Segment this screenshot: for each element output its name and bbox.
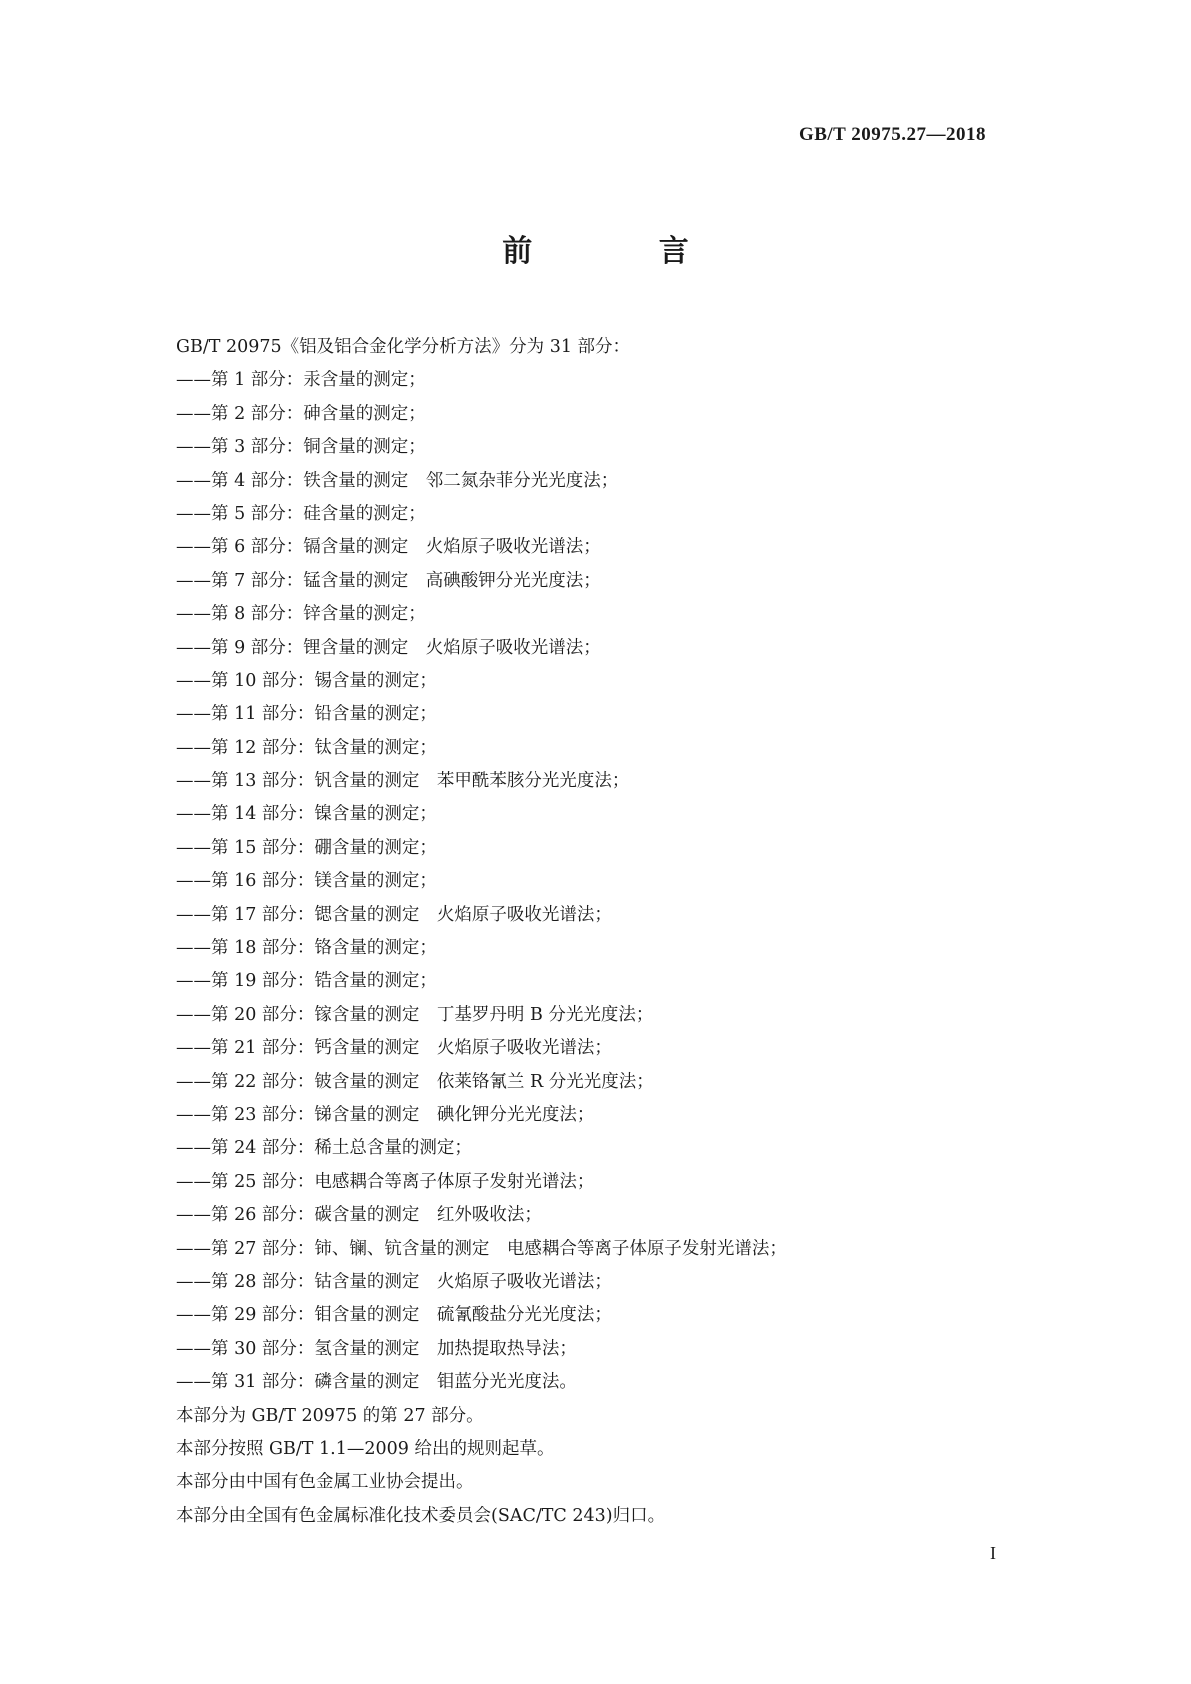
part-list-item: ——第 19 部分：锆含量的测定；	[176, 971, 437, 992]
part-list-item: ——第 20 部分：镓含量的测定 丁基罗丹明 B 分光光度法；	[176, 1004, 654, 1025]
part-list-item: ——第 27 部分：铈、镧、钪含量的测定 电感耦合等离子体原子发射光谱法；	[176, 1238, 787, 1259]
parts-list	[176, 364, 1016, 1399]
part-list-item: ——第 18 部分：铬含量的测定；	[176, 938, 437, 959]
foreword-body	[176, 331, 1016, 1533]
statement-paragraph: 本部分由全国有色金属标准化技术委员会(SAC/TC 243)归口。	[176, 1505, 666, 1526]
part-list-item: ——第 8 部分：锌含量的测定；	[176, 604, 426, 625]
part-list-item: ——第 21 部分：钙含量的测定 火焰原子吸收光谱法；	[176, 1038, 612, 1059]
part-list-item: ——第 26 部分：碳含量的测定 红外吸收法；	[176, 1205, 542, 1226]
part-list-item: ——第 14 部分：镍含量的测定；	[176, 804, 437, 825]
part-list-item: ——第 31 部分：磷含量的测定 钼蓝分光光度法。	[176, 1372, 577, 1393]
part-list-item: ——第 25 部分：电感耦合等离子体原子发射光谱法；	[176, 1171, 595, 1192]
part-list-item: ——第 3 部分：铜含量的测定；	[176, 437, 426, 458]
part-list-item: ——第 2 部分：砷含量的测定；	[176, 403, 426, 424]
part-list-item: ——第 4 部分：铁含量的测定 邻二氮杂菲分光光度法；	[176, 470, 619, 491]
page-number: I	[990, 1543, 996, 1563]
part-list-item: ——第 29 部分：钼含量的测定 硫氰酸盐分光光度法；	[176, 1305, 612, 1326]
part-list-item: ——第 28 部分：钴含量的测定 火焰原子吸收光谱法；	[176, 1271, 612, 1292]
part-list-item: ——第 6 部分：镉含量的测定 火焰原子吸收光谱法；	[176, 537, 601, 558]
statement-paragraph: 本部分为 GB/T 20975 的第 27 部分。	[176, 1405, 484, 1426]
part-list-item: ——第 22 部分：铍含量的测定 依莱铬氰兰 R 分光光度法；	[176, 1071, 654, 1092]
part-list-item: ——第 15 部分：硼含量的测定；	[176, 837, 437, 858]
part-list-item: ——第 7 部分：锰含量的测定 高碘酸钾分光光度法；	[176, 570, 601, 591]
part-list-item: ——第 30 部分：氢含量的测定 加热提取热导法；	[176, 1338, 577, 1359]
part-list-item: ——第 12 部分：钛含量的测定；	[176, 737, 437, 758]
part-list-item: ——第 16 部分：镁含量的测定；	[176, 871, 437, 892]
statements-list	[176, 1400, 1016, 1534]
part-list-item: ——第 11 部分：铅含量的测定；	[176, 704, 437, 725]
part-list-item: ——第 1 部分：汞含量的测定；	[176, 370, 426, 391]
statement-paragraph: 本部分由中国有色金属工业协会提出。	[176, 1472, 474, 1493]
part-list-item: ——第 17 部分：锶含量的测定 火焰原子吸收光谱法；	[176, 904, 612, 925]
intro-paragraph: GB/T 20975《铝及铝合金化学分析方法》分为 31 部分：	[176, 337, 631, 357]
page-title: 前 言	[502, 234, 747, 269]
standard-code: GB/T 20975.27—2018	[798, 124, 986, 145]
part-list-item: ——第 5 部分：硅含量的测定；	[176, 503, 426, 524]
part-list-item: ——第 10 部分：锡含量的测定；	[176, 670, 437, 691]
statement-paragraph: 本部分按照 GB/T 1.1—2009 给出的规则起草。	[176, 1438, 555, 1459]
part-list-item: ——第 23 部分：锑含量的测定 碘化钾分光光度法；	[176, 1104, 595, 1125]
part-list-item: ——第 13 部分：钒含量的测定 苯甲酰苯胲分光光度法；	[176, 771, 630, 792]
part-list-item: ——第 24 部分：稀土总含量的测定；	[176, 1138, 472, 1159]
part-list-item: ——第 9 部分：锂含量的测定 火焰原子吸收光谱法；	[176, 637, 601, 658]
